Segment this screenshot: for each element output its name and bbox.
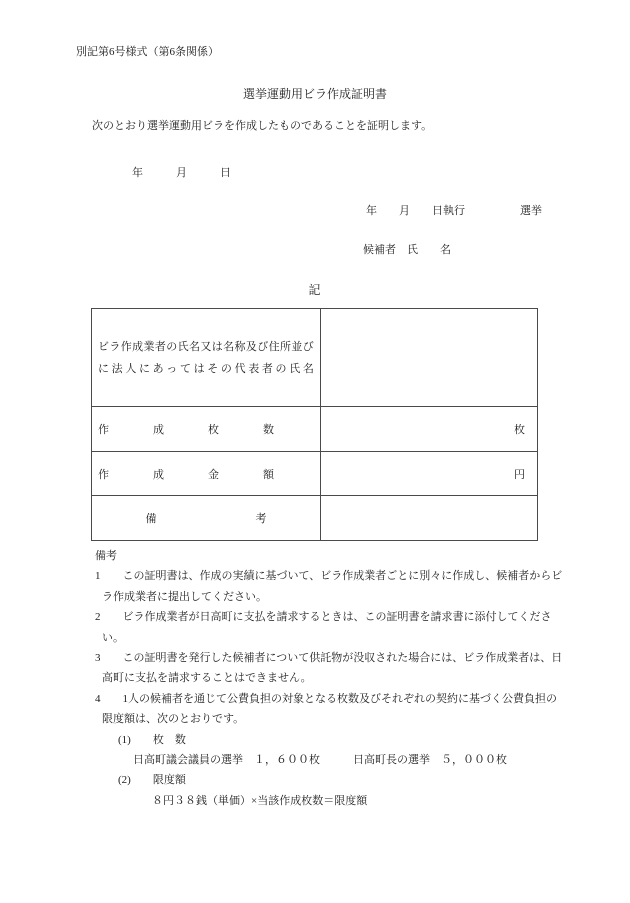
amount-label-cell: 作 成 金 額 — [92, 452, 321, 496]
note-sub-item-2: (2) 限度額 — [118, 774, 186, 787]
note-line-2: 2 ビラ作成業者が日高町に支払を請求するときは、この証明書を請求書に添付してくださ — [95, 611, 552, 624]
note-line-1: 1 この証明書は、作成の実績に基づいて、ビラ作成業者ごとに別々に作成し、候補者からビ — [95, 570, 563, 583]
sheet-count-value-cell — [321, 407, 537, 452]
note-line-4: 4 1人の候補者を通じて公費負担の対象となる枚数及びそれぞれの契約に基づく公費負担の — [95, 692, 557, 705]
note-line-2-cont: い。 — [102, 631, 124, 644]
certificate-table — [91, 308, 538, 541]
notes-heading: 備考 — [95, 550, 117, 562]
candidate-name-line: 候補者 氏 名 — [363, 244, 451, 256]
record-marker: 記 — [308, 283, 321, 297]
note-line-3-cont: 高町に支払を請求することはできません。 — [102, 672, 312, 685]
note-sub-item-1: (1) 枚 数 — [118, 733, 186, 746]
amount-value-cell — [321, 452, 537, 496]
amount-unit: 円 — [514, 468, 525, 481]
maker-info-value-cell — [321, 309, 537, 407]
maker-info-label-line1: ビ ラ 作 成 業 者 の 氏 名 又 は 名 称 及 び 住 所 並 び — [98, 340, 314, 353]
note-sub-item-2-detail: ８円３８銭（単価）×当該作成枚数＝限度額 — [152, 794, 368, 807]
document-title: 選挙運動用ビラ作成証明書 — [242, 87, 387, 101]
intro-sentence: 次のとおり選挙運動用ビラを作成したものであることを証明します。 — [92, 120, 433, 132]
note-line-3: 3 この証明書を発行した候補者について供託物が没収された場合には、ビラ作成業者は、日 — [95, 652, 563, 665]
sheet-count-unit: 枚 — [514, 424, 525, 436]
note-line-4-cont: 限度額は、次のとおりです。 — [102, 713, 245, 726]
notes-section — [95, 546, 615, 811]
remarks-value-cell — [321, 496, 537, 540]
note-line-1-cont: ラ作成業者に提出してください。 — [102, 590, 267, 603]
maker-info-label-cell — [92, 309, 321, 407]
issue-date-line: 年 月 日 — [132, 167, 231, 179]
remarks-label-cell: 備 考 — [92, 496, 321, 540]
sheet-count-label-cell: 作 成 枚 数 — [92, 407, 321, 452]
election-date-line: 年 月 日執行 選挙 — [366, 205, 542, 217]
note-sub-item-1-detail: 日高町議会議員の選挙 １，６００枚 日高町長の選挙 ５，０００枚 — [133, 754, 507, 767]
form-reference: 別記第6号様式（第6条関係） — [76, 46, 219, 58]
maker-info-label-line2: に 法 人 に あ っ て は そ の 代 表 者 の 氏 名 — [98, 362, 314, 375]
